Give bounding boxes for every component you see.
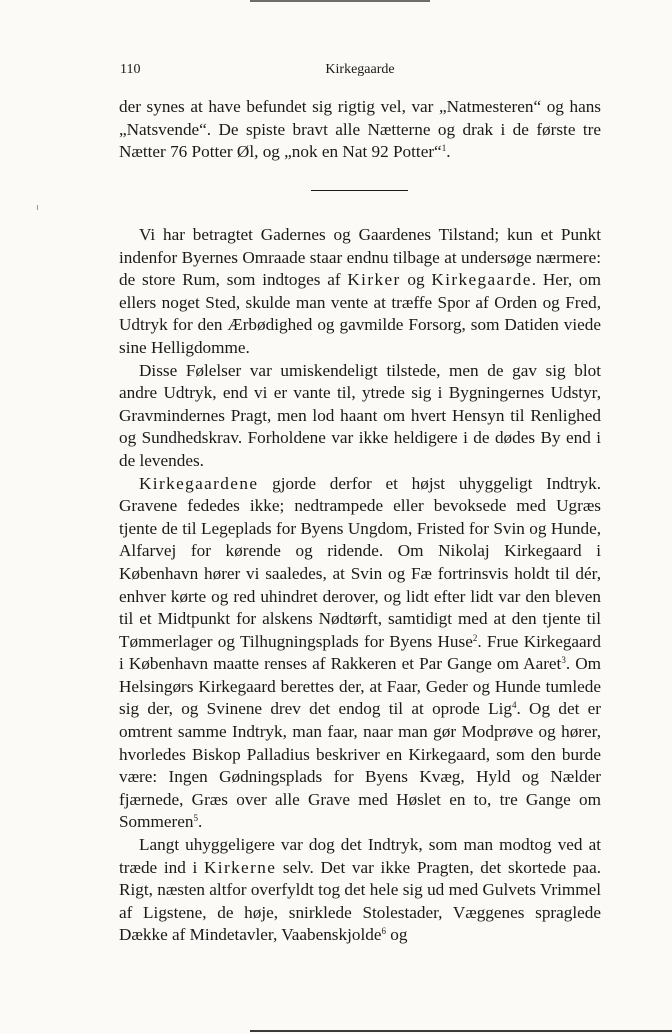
- text-run: .: [197, 812, 203, 832]
- section-divider: [311, 190, 408, 191]
- footnote-ref: 3: [561, 655, 566, 666]
- footnote-ref: 2: [472, 632, 478, 643]
- emphasis-kirkegaarde: Kirkegaarde: [431, 270, 532, 290]
- emphasis-kirkegaardene: Kirkegaardene: [139, 473, 259, 493]
- scan-edge-top: [250, 0, 430, 2]
- footnote-ref: 6: [381, 926, 386, 937]
- footnote-ref: 1: [441, 143, 447, 154]
- text-run: . Frue Kirkegaard i København maatte renses af Rakkeren et Par Gange om Aaret: [119, 631, 602, 674]
- text-run: gjorde derfor et højst uhyggeligt Indtryk. Gravene fededes ikke; nedtrampede eller bevoksede med Ugræs tjente de til Legeplads for Byens Ungdom, Fristed for Svin og Hunde, Alfarvej for kørende og ridende. Om Nikolaj Kirkegaard i København hører vi saaledes, at Svin og Fæ fortrinsvis holdt til dér, enhver kørte og red uhindret derover, og lidt efter lidt var den bleven til et Midtpunkt for alskens Nødtørft, samtidigt med at den tjente til Tømmerlager og Tilhugningsplads for Byens Huse: [119, 473, 601, 651]
- page-number: 110: [120, 62, 141, 77]
- text-run: og: [385, 925, 408, 945]
- scan-edge-bottom: [250, 1030, 672, 1032]
- footnote-ref: 4: [511, 700, 517, 711]
- text-run: . Om Helsingørs Kirkegaard berettes der, at Faar, Geder og Hunde tumlede sig der, og Svinene drev det endog til at oprode Lig: [119, 654, 602, 719]
- text-run: . Her, om ellers noget Sted, skulde man vente at træffe Spor af Orden og Fred, Udtryk for den Ærbødighed og gavmilde Forsorg, som Datiden viede sine Helligdomme.: [119, 270, 601, 357]
- paragraph-4: [119, 834, 601, 947]
- paragraph-2: [119, 360, 601, 473]
- text-run: selv. Det var ikke Pragten, det skortede paa. Rigt, næsten altfor overfyldt tog det hele sig ud med Gulvets Vrimmel af Ligstene, de høje, snirklede Stolestader, Væggenes spraglede Dække af Mindetavler, Vaabenskjolde: [119, 857, 601, 945]
- page-header: [120, 62, 600, 80]
- paragraph-3: [119, 473, 601, 835]
- top-text: [119, 96, 601, 164]
- running-title: Kirkegaarde: [325, 62, 395, 77]
- paragraph-1: [119, 224, 601, 360]
- text-run: der synes at have befundet sig rigtig vel, var „Natmesteren“ og hans „Natsvende“. De spiste bravt alle Nætterne og drak i de første tre Nætter 76 Potter Øl, og „nok en Nat 92 Potter“: [119, 97, 601, 162]
- text-run: og: [400, 270, 432, 290]
- text-run: Disse Følelser var umiskendeligt tilstede, men de gav sig blot andre Udtryk, end vi er vante til, ytrede sig i Bygningernes Udstyr, Gravmindernes Pragt, men lod haant om hvert Hensyn til Renlighed og Sundhedskrav. Forholdene var ikke heldigere i de dødes By end i de levendes.: [119, 360, 601, 470]
- text-run: Vi har betragtet Gadernes og Gaardenes Tilstand; kun et Punkt indenfor Byernes Omraade staar endnu tilbage at undersøge nærmere: de store Rum, som indtoges af: [119, 225, 601, 290]
- main-text: [119, 224, 601, 947]
- footnote-ref: 5: [193, 813, 198, 824]
- margin-speck: [37, 205, 38, 210]
- text-run: Langt uhyggeligere var dog det Indtryk, som man modtog ved at træde ind i: [119, 835, 601, 877]
- text-run: . Og det er omtrent samme Indtryk, man faar, naar man gør Modprøve og hører, hvorledes Biskop Palladius beskriver en Kirkegaard, som den burde være: Ingen Gødningsplads for Byens Kvæg, Hyld og Nælder fjærnede, Græs over alle Grave med Høslet en to, tre Gange om Sommeren: [119, 699, 601, 832]
- top-paragraph: [119, 96, 601, 164]
- text-run: .: [446, 142, 451, 162]
- emphasis-kirkerne: Kirkerne: [203, 857, 277, 877]
- emphasis-kirker: Kirker: [347, 270, 401, 290]
